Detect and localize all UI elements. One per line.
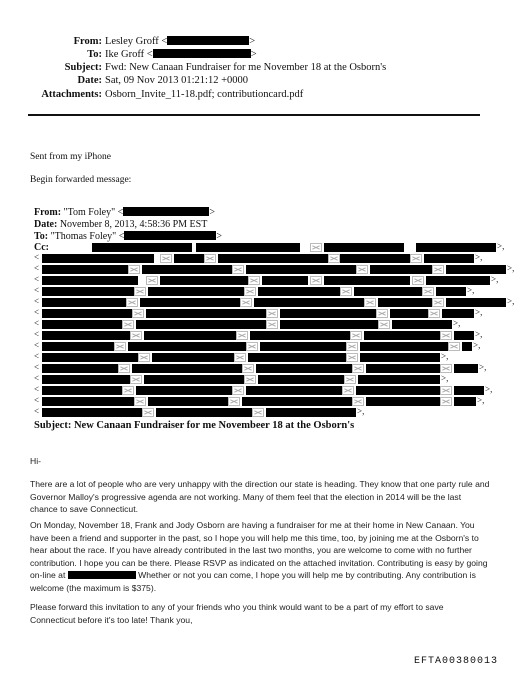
missing-image-icon (122, 320, 134, 329)
subject-label: Subject: (64, 62, 102, 73)
redaction-bar (136, 386, 232, 395)
angle-bracket-close: >, (475, 307, 483, 317)
angle-bracket-open: < (34, 340, 40, 350)
redaction-bar (360, 342, 448, 351)
redaction-bar (358, 375, 440, 384)
redaction-bar (123, 207, 209, 216)
cc-redaction-row (34, 407, 480, 418)
redaction-bar (424, 254, 474, 263)
redaction-bar (436, 287, 466, 296)
missing-image-icon (346, 353, 358, 362)
paragraph-2 (30, 519, 490, 594)
redaction-bar (254, 298, 366, 307)
redaction-bar (324, 276, 410, 285)
angle-bracket-close: >, (453, 318, 461, 328)
redaction-bar (42, 342, 114, 351)
redaction-bar (42, 309, 132, 318)
cc-redaction-row (34, 307, 483, 319)
redaction-bar (196, 243, 300, 252)
redaction-bar (426, 276, 490, 285)
missing-image-icon (132, 309, 144, 318)
redaction-bar (390, 309, 430, 318)
missing-image-icon (422, 287, 434, 296)
missing-image-icon (114, 342, 126, 351)
missing-image-icon (248, 276, 260, 285)
redaction-bar (378, 298, 434, 307)
redaction-bar (42, 364, 118, 373)
angle-bracket-close: >, (477, 395, 485, 405)
missing-image-icon (246, 342, 258, 351)
missing-image-icon (228, 397, 240, 406)
missing-image-icon (266, 320, 278, 329)
fwd-date-row (34, 219, 207, 231)
missing-image-icon (240, 298, 252, 307)
fwd-cc-label: Cc: (34, 242, 49, 253)
paragraph-2-part-b: Whether or not you can come, I hope you will help me by contributing. Any contribution is welcome (the maximum is $375). (30, 570, 476, 593)
date-value: Sat, 09 Nov 2013 01:21:12 +0000 (105, 75, 249, 86)
subject-value: Fwd: New Canaan Fundraiser for me November 18 at the Osborn's (105, 62, 387, 73)
sent-from-line: Sent from my iPhone (30, 152, 112, 162)
missing-image-icon (126, 298, 138, 307)
cc-redaction-row (34, 252, 483, 264)
missing-image-icon (340, 287, 352, 296)
missing-image-icon (364, 298, 376, 307)
fwd-subject-row (34, 420, 354, 431)
header-divider (28, 114, 480, 116)
date-label: Date: (77, 75, 102, 86)
redaction-bar (144, 331, 236, 340)
missing-image-icon (142, 408, 154, 417)
missing-image-icon (412, 276, 424, 285)
missing-image-icon (128, 265, 140, 274)
cc-redaction-row (34, 341, 480, 352)
missing-image-icon (266, 309, 278, 318)
attachments-value[interactable]: Osborn_Invite_11-18.pdf; contributioncard.pdf (105, 89, 304, 100)
redaction-bar (370, 265, 432, 274)
redaction-bar (42, 353, 138, 362)
missing-image-icon (252, 408, 264, 417)
redaction-bar (446, 265, 506, 274)
redaction-bar (454, 364, 478, 373)
cc-redaction-row (34, 319, 480, 330)
redaction-bar (174, 254, 206, 263)
redaction-bar (248, 353, 346, 362)
missing-image-icon (428, 309, 440, 318)
attachments-label: Attachments: (41, 89, 102, 100)
missing-image-icon (440, 386, 452, 395)
missing-image-icon (378, 320, 390, 329)
fwd-from-label: From: (34, 207, 62, 218)
redaction-bar (280, 309, 376, 318)
redaction-bar (258, 287, 340, 296)
angle-bracket-close: >, (441, 373, 449, 383)
missing-image-icon (376, 309, 388, 318)
redaction-bar (366, 364, 440, 373)
missing-image-icon (440, 364, 452, 373)
redaction-bar (132, 364, 242, 373)
angle-bracket-close: >, (497, 241, 505, 251)
redaction-bar (446, 298, 506, 307)
cc-redaction-row (34, 241, 505, 253)
fwd-to-value: "Thomas Foley" < (50, 231, 125, 242)
redaction-bar (42, 254, 154, 263)
angle-bracket-open: < (34, 296, 40, 306)
angle-bracket-open: < (34, 395, 40, 405)
redaction-bar (454, 397, 476, 406)
angle-bracket-close: >, (475, 252, 483, 262)
cc-redaction-row (34, 395, 485, 407)
angle-bracket-open: < (34, 329, 40, 339)
angle-bracket-close: >, (491, 274, 499, 284)
redaction-bar (148, 287, 244, 296)
missing-image-icon (440, 331, 452, 340)
angle-bracket-open: < (34, 351, 40, 361)
angle-bracket-close: >, (475, 329, 483, 339)
redaction-bar (246, 386, 342, 395)
redaction-bar (156, 408, 252, 417)
from-label: From: (73, 36, 102, 47)
redaction-bar (256, 364, 352, 373)
redaction-bar (144, 375, 244, 384)
missing-image-icon (130, 375, 142, 384)
missing-image-icon (134, 287, 146, 296)
redaction-bar (262, 276, 308, 285)
angle-bracket-close: >, (479, 362, 487, 372)
fwd-date-value: November 8, 2013, 4:58:36 PM EST (59, 219, 208, 230)
cc-redaction-row (34, 274, 499, 286)
fwd-subject-value: New Canaan Fundraiser for me Novembeer 18 at the Osborn's (73, 420, 355, 431)
angle-bracket-open: < (34, 318, 40, 328)
redaction-bar (442, 309, 474, 318)
redaction-bar (266, 408, 356, 417)
angle-bracket-open: < (34, 307, 40, 317)
missing-image-icon (242, 364, 254, 373)
redaction-bar (148, 397, 228, 406)
redaction-bar (218, 254, 328, 263)
redaction-bar (42, 386, 122, 395)
missing-image-icon (232, 265, 244, 274)
missing-image-icon (342, 386, 354, 395)
missing-image-icon (328, 254, 340, 263)
missing-image-icon (310, 243, 322, 252)
missing-image-icon (138, 353, 150, 362)
greeting: Hi- (30, 456, 41, 466)
cc-redaction-row (34, 374, 480, 385)
fwd-date-label: Date: (34, 219, 58, 230)
missing-image-icon (432, 265, 444, 274)
missing-image-icon (346, 342, 358, 351)
cc-redaction-row (34, 329, 483, 341)
redaction-bar (152, 353, 234, 362)
missing-image-icon (232, 386, 244, 395)
missing-image-icon (244, 287, 256, 296)
redaction-bar (92, 243, 192, 252)
missing-image-icon (244, 375, 256, 384)
redaction-bar (124, 231, 216, 240)
missing-image-icon (236, 331, 248, 340)
angle-bracket-open: < (34, 252, 40, 262)
to-label: To: (87, 49, 102, 60)
redaction-bar (340, 254, 412, 263)
cc-redaction-row (34, 384, 493, 396)
missing-image-icon (440, 397, 452, 406)
redaction-bar (354, 287, 424, 296)
redaction-bar (250, 331, 350, 340)
redaction-bar (366, 397, 442, 406)
missing-image-icon (118, 364, 130, 373)
missing-image-icon (344, 375, 356, 384)
missing-image-icon (134, 397, 146, 406)
angle-bracket-open: < (34, 406, 40, 416)
missing-image-icon (356, 265, 368, 274)
redaction-bar (42, 320, 122, 329)
missing-image-icon (146, 276, 158, 285)
missing-image-icon (352, 397, 364, 406)
redaction-bar (142, 265, 232, 274)
missing-image-icon (130, 331, 142, 340)
missing-image-icon (352, 364, 364, 373)
missing-image-icon (432, 298, 444, 307)
angle-bracket-close: >, (473, 340, 481, 350)
paragraph-3: Please forward this invitation to any of your friends who you think would want to be a part of my effort to save Connecticut before it's too late! Thank you, (30, 602, 444, 625)
redaction-bar (260, 342, 346, 351)
redaction-bar (68, 571, 136, 579)
redaction-bar (167, 36, 249, 45)
angle-bracket-open: < (34, 263, 40, 273)
redaction-bar (140, 298, 240, 307)
redaction-bar (42, 265, 128, 274)
angle-bracket-close: >, (441, 351, 449, 361)
angle-bracket-open: < (34, 384, 40, 394)
redaction-bar (42, 397, 134, 406)
fwd-from-close: > (209, 207, 215, 218)
cc-redaction-row (34, 362, 487, 374)
fwd-subject-label: Subject: (34, 420, 72, 431)
fwd-from-row (34, 207, 215, 219)
redaction-bar (454, 331, 474, 340)
redaction-bar (42, 298, 126, 307)
missing-image-icon (310, 276, 322, 285)
cc-redaction-row (34, 286, 480, 297)
cc-redaction-row (34, 263, 514, 275)
redaction-bar (462, 342, 472, 351)
redaction-bar (454, 386, 484, 395)
from-name: Lesley Groff < (105, 36, 168, 47)
to-close: > (250, 49, 257, 60)
angle-bracket-open: < (34, 362, 40, 372)
angle-bracket-open: < (34, 285, 40, 295)
redaction-bar (246, 265, 356, 274)
angle-bracket-open: < (34, 274, 40, 284)
cc-redaction-row (34, 296, 514, 308)
redaction-bar (364, 331, 442, 340)
missing-image-icon (410, 254, 422, 263)
fwd-to-label: To: (34, 231, 49, 242)
missing-image-icon (234, 353, 246, 362)
document-id: EFTA00380013 (413, 656, 498, 667)
redaction-bar (356, 386, 440, 395)
redaction-bar (242, 397, 352, 406)
missing-image-icon (122, 386, 134, 395)
to-name: Ike Groff < (105, 49, 153, 60)
redaction-bar (160, 276, 250, 285)
angle-bracket-close: >, (507, 263, 514, 273)
paragraph-2-part-a: On Monday, November 18, Frank and Jody Osborn are having a fundraiser for me at their home in New Canaan. You have been a friend and supporter in the past, so I hope you will help me this time, too, by joining me at the Osborn's to hear about the race. If you have already contributed in the last two months, you are welcome to come with no further contribution. I hope you can be there. Please RSVP as indicated on the attached invitation. Contributing is easy by going on-line at (30, 520, 488, 580)
redaction-bar (416, 243, 496, 252)
angle-bracket-close: >, (467, 285, 475, 295)
angle-bracket-close: >, (357, 406, 365, 416)
fwd-from-value: "Tom Foley" < (63, 207, 124, 218)
missing-image-icon (350, 331, 362, 340)
missing-image-icon (448, 342, 460, 351)
from-value (105, 35, 255, 48)
redaction-bar (42, 276, 138, 285)
redaction-bar (42, 408, 142, 417)
angle-bracket-close: >, (485, 384, 493, 394)
redaction-bar (42, 331, 130, 340)
redaction-bar (42, 375, 130, 384)
to-value (105, 48, 257, 61)
angle-bracket-close: >, (507, 296, 514, 306)
redaction-bar (153, 49, 251, 58)
redaction-bar (280, 320, 380, 329)
missing-image-icon (204, 254, 216, 263)
redaction-bar (146, 309, 266, 318)
cc-redaction-row (34, 352, 480, 363)
redaction-bar (360, 353, 440, 362)
begin-forwarded-line: Begin forwarded message: (30, 175, 132, 185)
redaction-bar (258, 375, 344, 384)
from-close: > (249, 36, 256, 47)
angle-bracket-open: < (34, 373, 40, 383)
redaction-bar (42, 287, 134, 296)
missing-image-icon (160, 254, 172, 263)
redaction-bar (128, 342, 246, 351)
paragraph-1: There are a lot of people who are very unhappy with the direction our state is heading. They know that one party rule and Governor Malloy's progressive agenda are not working. Many of them feel that the election in 2014 will be the last chance to save Connecticut. (30, 479, 490, 514)
redaction-bar (136, 320, 266, 329)
fwd-to-close: > (216, 231, 223, 242)
redaction-bar (392, 320, 452, 329)
redaction-bar (324, 243, 404, 252)
